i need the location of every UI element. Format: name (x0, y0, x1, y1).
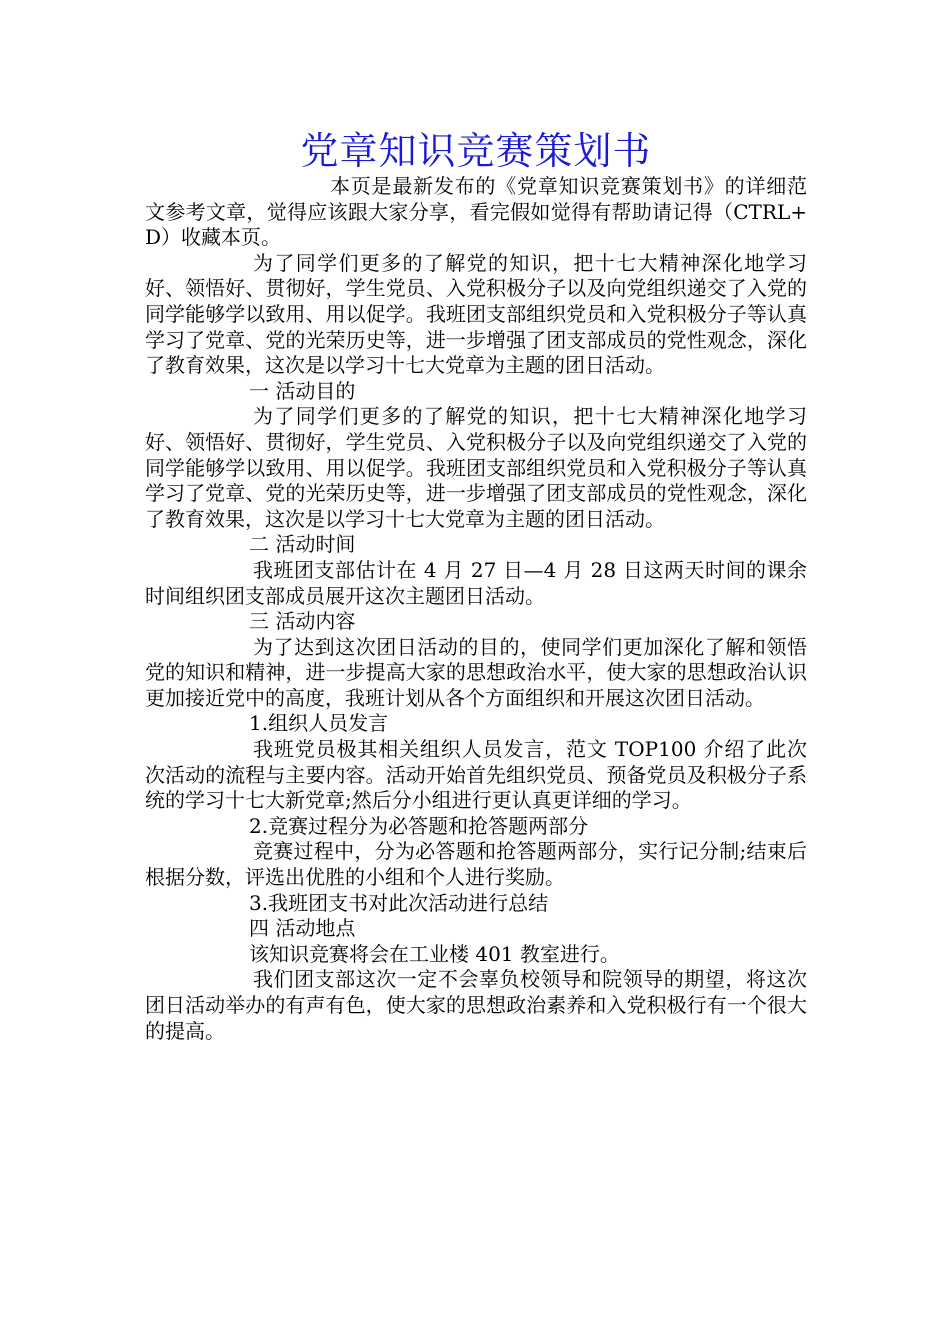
body-paragraph: 竞赛过程中，分为必答题和抢答题两部分，实行记分制;结束后根据分数，评选出优胜的小组和个人进行奖励。 (145, 839, 807, 890)
body-paragraph: 为了达到这次团日活动的目的，使同学们更加深化了解和领悟党的知识和精神，进一步提高大家的思想政治水平，使大家的思想政治认识更加接近党中的高度，我班计划从各个方面组织和开展这次团日活动。 (145, 634, 807, 710)
document-title: 党章知识竞赛策划书 (300, 129, 652, 173)
body-paragraph: 我班党员极其相关组织人员发言，范文 TOP100 介绍了此次次活动的流程与主要内容。活动开始首先组织党员、预备党员及积极分子系统的学习十七大新党章;然后分小组进行更认真更详细的学习。 (145, 737, 807, 813)
body-paragraph: 为了同学们更多的了解党的知识，把十七大精神深化地学习好、领悟好、贯彻好，学生党员、入党积极分子以及向党组织递交了入党的同学能够学以致用、用以促学。我班团支部组织党员和入党积极分子等认真学习了党章、党的光荣历史等，进一步增强了团支部成员的党性观念，深化了教育效果，这次是以学习十七大党章为主题的团日活动。 (145, 250, 807, 378)
intro-paragraph: 本页是最新发布的《党章知识竞赛策划书》的详细范文参考文章，觉得应该跟大家分享，看完假如觉得有帮助请记得（CTRL+D）收藏本页。 (145, 174, 807, 250)
body-paragraph: 该知识竞赛将会在工业楼 401 教室进行。 (249, 941, 620, 966)
document-content (145, 128, 807, 1044)
body-paragraph: 我班团支部估计在 4 月 27 日—4 月 28 日这两天时间的课余时间组织团支部成员展开这次主题团日活动。 (145, 557, 807, 608)
section-heading: 三 活动内容 (249, 609, 356, 634)
document-body (145, 174, 807, 1044)
body-paragraph: 为了同学们更多的了解党的知识，把十七大精神深化地学习好、领悟好、贯彻好，学生党员、入党积极分子以及向党组织递交了入党的同学能够学以致用、用以促学。我班团支部组织党员和入党积极分子等认真学习了党章、党的光荣历史等，进一步增强了团支部成员的党性观念，深化了教育效果，这次是以学习十七大党章为主题的团日活动。 (145, 404, 807, 531)
section-heading: 四 活动地点 (249, 916, 356, 941)
subsection-heading: 2.竞赛过程分为必答题和抢答题两部分 (249, 813, 589, 838)
section-heading: 一 活动目的 (249, 378, 356, 403)
subsection-heading: 1.组织人员发言 (249, 711, 389, 736)
closing-paragraph: 我们团支部这次一定不会辜负校领导和院领导的期望，将这次团日活动举办的有声有色，使大家的思想政治素养和入党积极行有一个很大的提高。 (145, 967, 807, 1043)
section-heading: 二 活动时间 (249, 532, 356, 557)
subsection-heading: 3.我班团支书对此次活动进行总结 (249, 890, 549, 915)
